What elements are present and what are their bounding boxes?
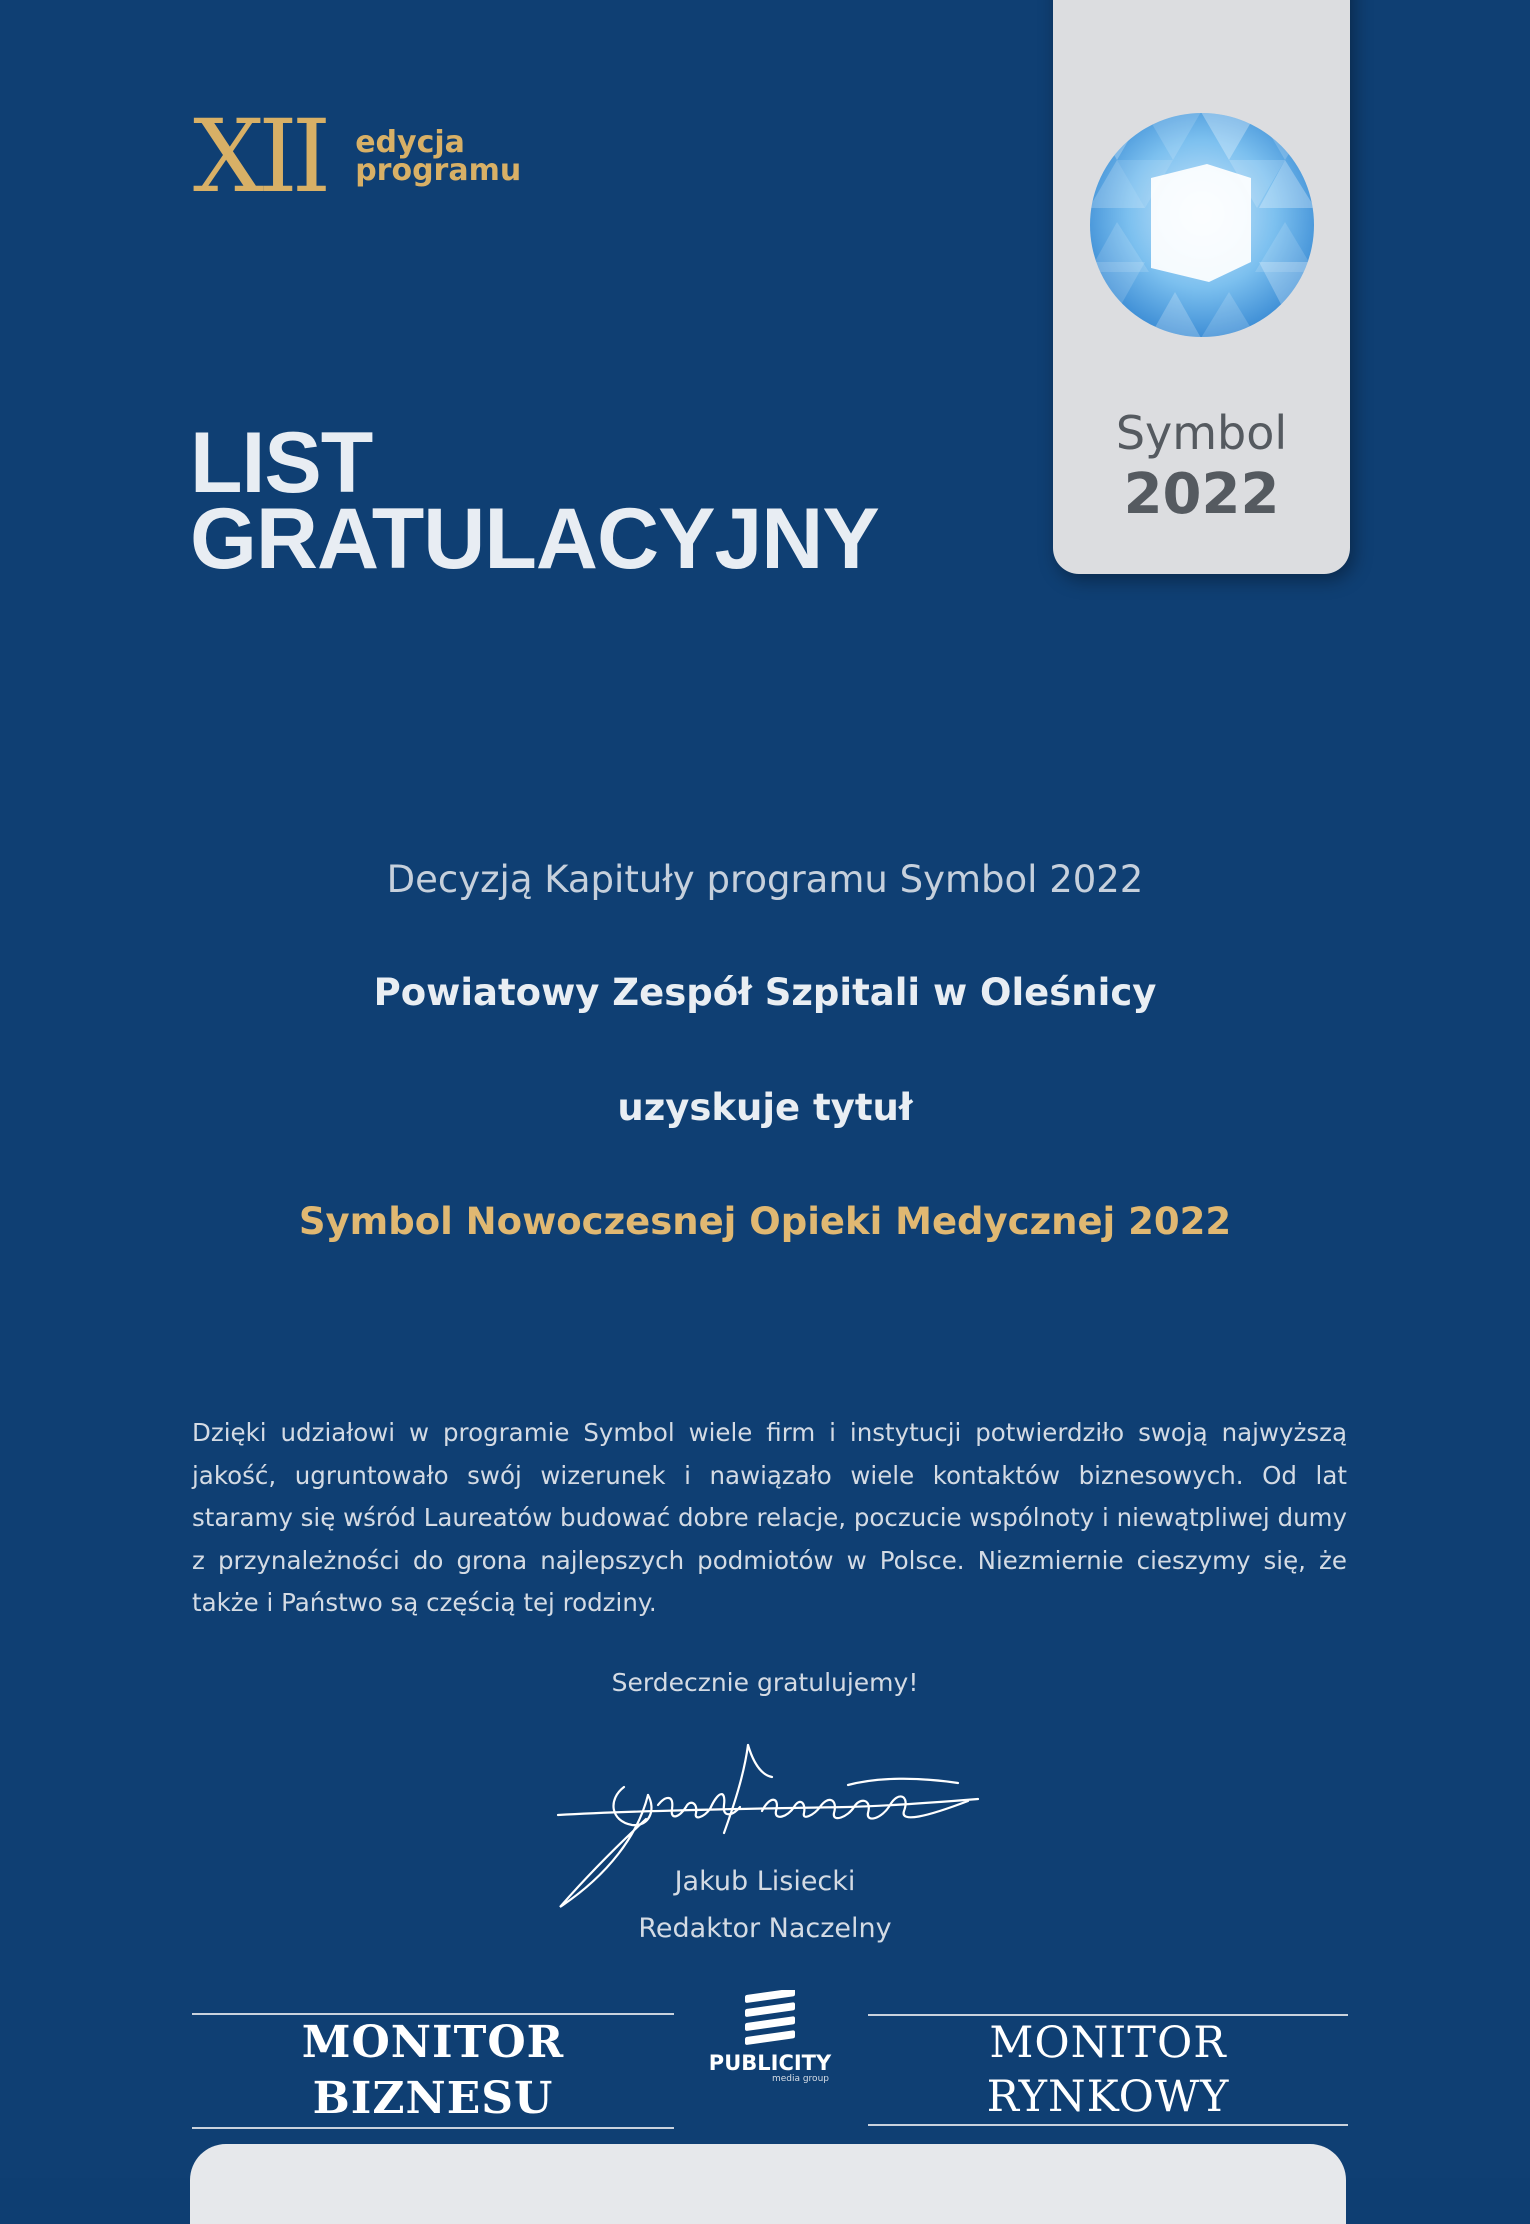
awarded-entity: Powiatowy Zespół Szpitali w Oleśnicy (373, 971, 1157, 1014)
edition-mark (193, 98, 522, 215)
page-title (190, 415, 879, 587)
decision-line: Decyzją Kapituły programu Symbol 2022 (386, 858, 1144, 901)
edition-label-line1: edycja (355, 125, 465, 160)
signer-name: Jakub Lisiecki (674, 1866, 856, 1897)
obtains-title-line: uzyskuje tytuł (617, 1086, 913, 1129)
congratulations-line: Serdecznie gratulujemy! (611, 1668, 919, 1697)
edition-label (355, 125, 522, 188)
signer-role: Redaktor Naczelny (638, 1913, 892, 1944)
award-title: Symbol Nowoczesnej Opieki Medycznej 2022 (298, 1200, 1232, 1243)
monitor-biznesu-logo: MONITOR BIZNESU (192, 2013, 674, 2129)
next-page-card-edge (190, 2144, 1346, 2224)
publicity-name: PUBLICITY (708, 2051, 832, 2075)
badge-year: 2022 (1123, 462, 1280, 527)
title-line1: LIST (190, 415, 373, 511)
badge-program-name: Symbol (1115, 406, 1288, 460)
crystal-emblem-icon (1089, 112, 1315, 338)
monitor-rynkowy-logo: MONITOR RYNKOWY (868, 2014, 1348, 2126)
edition-label-line2: programu (355, 153, 522, 188)
publicity-stack-icon (739, 1990, 801, 2050)
edition-number: XII (193, 98, 326, 215)
body-paragraph: Dzięki udziałowi w programie Symbol wiele firm i instytucji potwierdziło swoją najwyższą jakość, ugruntowało swój wizerunek i nawiązało wiele kontaktów biznesowych. Od lat staramy się wśród Laureatów budować dobre relacje, poczucie wspólnoty i niewątpliwej dumy z przynależności do grona najlepszych podmiotów w Polsce. Niezmiernie cieszymy się, że także i Państwo są częścią tej rodziny. (192, 1418, 1347, 1617)
publicity-subtitle: media group (771, 2074, 829, 2084)
publicity-logo (705, 1990, 835, 2084)
title-line2: GRATULACYJNY (190, 491, 879, 587)
symbol-badge (1053, 0, 1350, 574)
